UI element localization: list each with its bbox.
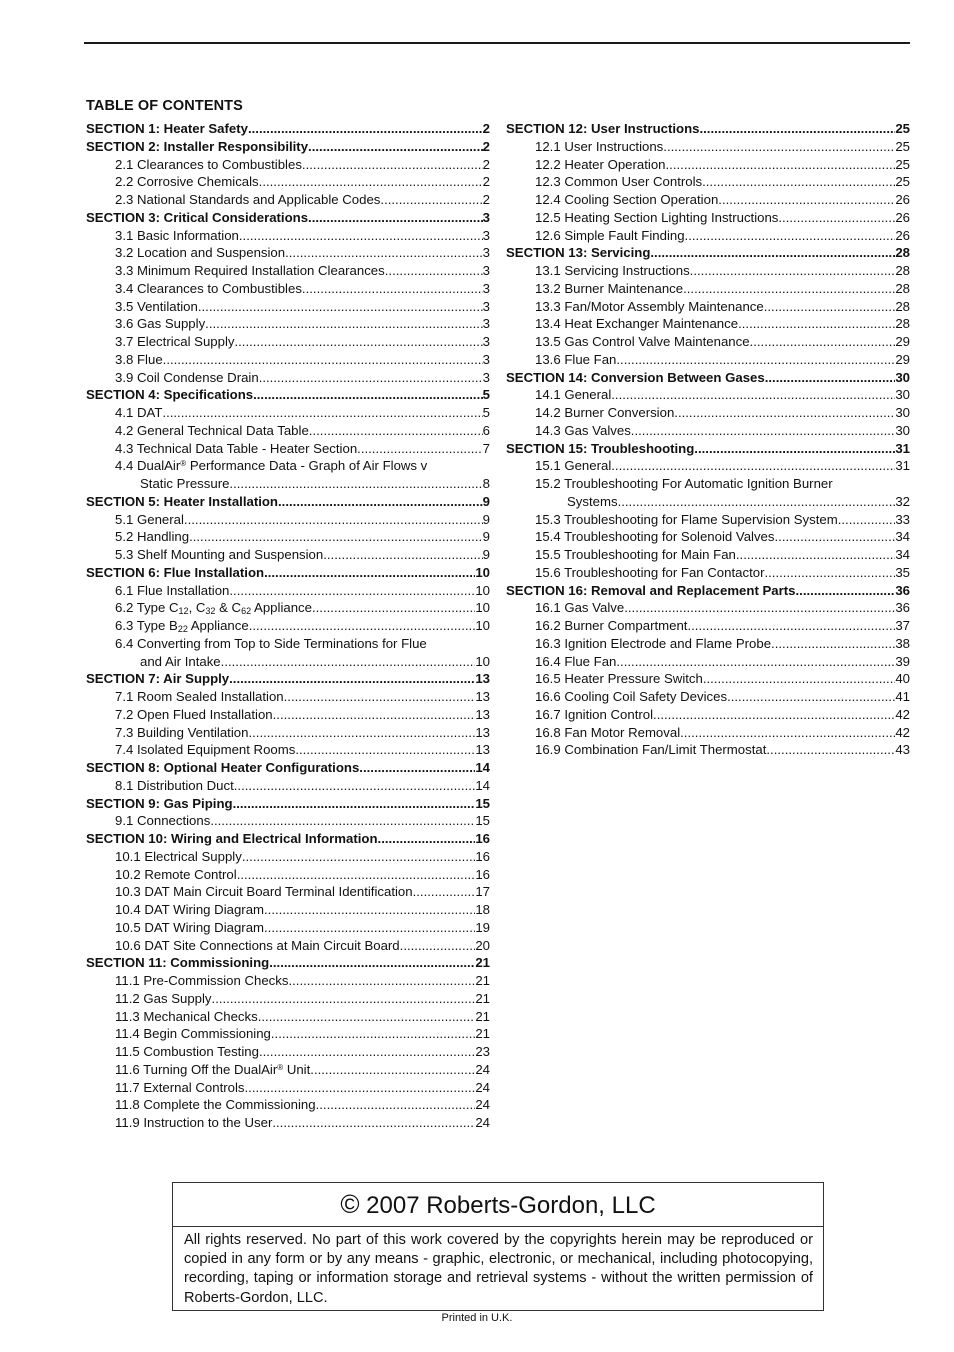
toc-entry-14-3[interactable]: 14.3 Gas Valves ..... 30 [506, 422, 910, 440]
toc-entry-15-4[interactable]: 15.4 Troubleshooting for Solenoid Valves ..... 34 [506, 528, 910, 546]
toc-entry-8-1[interactable]: 8.1 Distribution Duct ..... 14 [86, 777, 490, 795]
toc-section-3[interactable]: SECTION 3: Critical Considerations ..... 3 [86, 209, 490, 227]
toc-entry-13-5[interactable]: 13.5 Gas Control Valve Maintenance ..... 29 [506, 333, 910, 351]
toc-section-6[interactable]: SECTION 6: Flue Installation ..... 10 [86, 564, 490, 582]
toc-entry-3-6[interactable]: 3.6 Gas Supply ..... 3 [86, 315, 490, 333]
toc-entry-3-5[interactable]: 3.5 Ventilation ..... 3 [86, 298, 490, 316]
toc-section-10[interactable]: SECTION 10: Wiring and Electrical Information ..... 16 [86, 830, 490, 848]
toc-entry-10-5[interactable]: 10.5 DAT Wiring Diagram ..... 19 [86, 919, 490, 937]
toc-entry-4-4-cont[interactable]: Static Pressure ..... 8 [86, 475, 490, 493]
toc-entry-13-1[interactable]: 13.1 Servicing Instructions ..... 28 [506, 262, 910, 280]
toc-entry-7-4[interactable]: 7.4 Isolated Equipment Rooms ..... 13 [86, 741, 490, 759]
toc-entry-6-1[interactable]: 6.1 Flue Installation ..... 10 [86, 582, 490, 600]
toc-entry-3-7[interactable]: 3.7 Electrical Supply ..... 3 [86, 333, 490, 351]
toc-entry-15-1[interactable]: 15.1 General ..... 31 [506, 457, 910, 475]
toc-entry-15-6[interactable]: 15.6 Troubleshooting for Fan Contactor ..... 35 [506, 564, 910, 582]
toc-entry-7-3[interactable]: 7.3 Building Ventilation ..... 13 [86, 724, 490, 742]
toc-entry-3-9[interactable]: 3.9 Coil Condense Drain ..... 3 [86, 369, 490, 387]
toc-entry-11-4[interactable]: 11.4 Begin Commissioning ..... 21 [86, 1025, 490, 1043]
toc-entry-12-2[interactable]: 12.2 Heater Operation ..... 25 [506, 156, 910, 174]
toc-section-11[interactable]: SECTION 11: Commissioning ..... 21 [86, 954, 490, 972]
toc-entry-16-5[interactable]: 16.5 Heater Pressure Switch ..... 40 [506, 670, 910, 688]
toc-title: TABLE OF CONTENTS [86, 98, 243, 114]
copyright-box [172, 1182, 824, 1311]
copyright-company: Roberts-Gordon, LLC [426, 1192, 656, 1219]
toc-section-15[interactable]: SECTION 15: Troubleshooting ..... 31 [506, 440, 910, 458]
toc-entry-16-7[interactable]: 16.7 Ignition Control ..... 42 [506, 706, 910, 724]
toc-entry-13-3[interactable]: 13.3 Fan/Motor Assembly Maintenance ..... 28 [506, 298, 910, 316]
toc-entry-15-2[interactable]: 15.2 Troubleshooting For Automatic Ignition Burner [535, 476, 833, 491]
toc-section-4[interactable]: SECTION 4: Specifications ..... 5 [86, 386, 490, 404]
toc-entry-11-2[interactable]: 11.2 Gas Supply ..... 21 [86, 990, 490, 1008]
toc-entry-10-1[interactable]: 10.1 Electrical Supply ..... 16 [86, 848, 490, 866]
toc-entry-14-2[interactable]: 14.2 Burner Conversion ..... 30 [506, 404, 910, 422]
toc-column-right [506, 120, 910, 759]
toc-entry-16-8[interactable]: 16.8 Fan Motor Removal ..... 42 [506, 724, 910, 742]
toc-entry-4-3[interactable]: 4.3 Technical Data Table - Heater Section ..... 7 [86, 440, 490, 458]
top-rule [84, 42, 910, 44]
toc-entry-6-4[interactable]: 6.4 Converting from Top to Side Terminations for Flue [115, 635, 427, 651]
toc-entry-2-3[interactable]: 2.3 National Standards and Applicable Codes ..... 2 [86, 191, 490, 209]
toc-entry-3-8[interactable]: 3.8 Flue ..... 3 [86, 351, 490, 369]
toc-section-13[interactable]: SECTION 13: Servicing ..... 28 [506, 244, 910, 262]
toc-section-2[interactable]: SECTION 2: Installer Responsibility ..... 2 [86, 138, 490, 156]
toc-entry-14-1[interactable]: 14.1 General ..... 30 [506, 386, 910, 404]
toc-entry-11-3[interactable]: 11.3 Mechanical Checks ..... 21 [86, 1008, 490, 1026]
toc-entry-16-9[interactable]: 16.9 Combination Fan/Limit Thermostat ..... 43 [506, 741, 910, 759]
copyright-heading [173, 1183, 823, 1227]
toc-entry-15-2-cont[interactable]: Systems ..... 32 [506, 493, 910, 511]
toc-entry-12-5[interactable]: 12.5 Heating Section Lighting Instructions ..... 26 [506, 209, 910, 227]
copyright-year: 2007 [359, 1192, 427, 1219]
toc-section-8[interactable]: SECTION 8: Optional Heater Configurations ..... 14 [86, 759, 490, 777]
toc-entry-10-6[interactable]: 10.6 DAT Site Connections at Main Circuit Board ..... 20 [86, 937, 490, 955]
toc-entry-2-2[interactable]: 2.2 Corrosive Chemicals ..... 2 [86, 173, 490, 191]
toc-entry-4-4[interactable]: 4.4 DualAir® Performance Data - Graph of Air Flows v [115, 458, 428, 474]
toc-section-16[interactable]: SECTION 16: Removal and Replacement Parts ..... 36 [506, 582, 910, 600]
toc-entry-15-3[interactable]: 15.3 Troubleshooting for Flame Supervision System ..... 33 [506, 511, 910, 529]
toc-entry-12-1[interactable]: 12.1 User Instructions ..... 25 [506, 138, 910, 156]
toc-entry-6-3[interactable]: 6.3 Type $B_{22}$ Appliance ..... 10 [86, 617, 490, 635]
toc-section-5[interactable]: SECTION 5: Heater Installation ..... 9 [86, 493, 490, 511]
toc-entry-12-3[interactable]: 12.3 Common User Controls ..... 25 [506, 173, 910, 191]
toc-entry-5-2[interactable]: 5.2 Handling ..... 9 [86, 528, 490, 546]
toc-entry-4-2[interactable]: 4.2 General Technical Data Table ..... 6 [86, 422, 490, 440]
toc-entry-7-1[interactable]: 7.1 Room Sealed Installation ..... 13 [86, 688, 490, 706]
toc-entry-3-3[interactable]: 3.3 Minimum Required Installation Clearances ..... 3 [86, 262, 490, 280]
toc-entry-13-6[interactable]: 13.6 Flue Fan ..... 29 [506, 351, 910, 369]
toc-entry-11-6[interactable]: 11.6 Turning Off the DualAir® Unit ..... 24 [86, 1061, 490, 1079]
toc-section-7[interactable]: SECTION 7: Air Supply ..... 13 [86, 670, 490, 688]
toc-entry-4-1[interactable]: 4.1 DAT ..... 5 [86, 404, 490, 422]
toc-entry-2-1[interactable]: 2.1 Clearances to Combustibles ..... 2 [86, 156, 490, 174]
toc-entry-6-4-cont[interactable]: and Air Intake ..... 10 [86, 653, 490, 671]
toc-section-1[interactable]: SECTION 1: Heater Safety ..... 2 [86, 120, 490, 138]
printed-note: Printed in U.K. [441, 1312, 513, 1324]
toc-section-12[interactable]: SECTION 12: User Instructions ..... 25 [506, 120, 910, 138]
toc-entry-3-4[interactable]: 3.4 Clearances to Combustibles ..... 3 [86, 280, 490, 298]
toc-entry-6-2[interactable]: 6.2 Type $C_{12}$, $C_{32}$ & $C_{62}$ Appliance ..... 10 [86, 599, 490, 617]
toc-entry-5-1[interactable]: 5.1 General ..... 9 [86, 511, 490, 529]
toc-entry-9-1[interactable]: 9.1 Connections ..... 15 [86, 812, 490, 830]
toc-entry-10-4[interactable]: 10.4 DAT Wiring Diagram ..... 18 [86, 901, 490, 919]
toc-entry-7-2[interactable]: 7.2 Open Flued Installation ..... 13 [86, 706, 490, 724]
toc-entry-11-5[interactable]: 11.5 Combustion Testing ..... 23 [86, 1043, 490, 1061]
toc-entry-11-8[interactable]: 11.8 Complete the Commissioning ..... 24 [86, 1096, 490, 1114]
toc-entry-15-5[interactable]: 15.5 Troubleshooting for Main Fan ..... 34 [506, 546, 910, 564]
toc-entry-16-3[interactable]: 16.3 Ignition Electrode and Flame Probe. ..... 38 [506, 635, 910, 653]
toc-entry-13-2[interactable]: 13.2 Burner Maintenance ..... 28 [506, 280, 910, 298]
toc-entry-10-2[interactable]: 10.2 Remote Control ..... 16 [86, 866, 490, 884]
toc-entry-3-1[interactable]: 3.1 Basic Information ..... 3 [86, 227, 490, 245]
toc-section-14[interactable]: SECTION 14: Conversion Between Gases ..... 30 [506, 369, 910, 387]
toc-entry-16-4[interactable]: 16.4 Flue Fan ..... 39 [506, 653, 910, 671]
toc-entry-16-1[interactable]: 16.1 Gas Valve ..... 36 [506, 599, 910, 617]
toc-entry-16-2[interactable]: 16.2 Burner Compartment ..... 37 [506, 617, 910, 635]
toc-entry-3-2[interactable]: 3.2 Location and Suspension ..... 3 [86, 244, 490, 262]
toc-entry-11-9[interactable]: 11.9 Instruction to the User ..... 24 [86, 1114, 490, 1132]
toc-entry-12-4[interactable]: 12.4 Cooling Section Operation ..... 26 [506, 191, 910, 209]
toc-entry-11-7[interactable]: 11.7 External Controls ..... 24 [86, 1079, 490, 1097]
toc-entry-10-3[interactable]: 10.3 DAT Main Circuit Board Terminal Identification ..... 17 [86, 883, 490, 901]
toc-section-9[interactable]: SECTION 9: Gas Piping ..... 15 [86, 795, 490, 813]
toc-entry-5-3[interactable]: 5.3 Shelf Mounting and Suspension ..... 9 [86, 546, 490, 564]
toc-entry-11-1[interactable]: 11.1 Pre-Commission Checks ..... 21 [86, 972, 490, 990]
toc-entry-12-6[interactable]: 12.6 Simple Fault Finding ..... 26 [506, 227, 910, 245]
copyright-notice: All rights reserved. No part of this work covered by the copyrights herein may be reproduced or copied in any form or by any means - graphic, electronic, or mechanical, including photocopying, recording, taping or information storage and retrieval systems - without the written permission of Roberts-Gordon, LLC. [184, 1232, 813, 1306]
toc-entry-13-4[interactable]: 13.4 Heat Exchanger Maintenance ..... 28 [506, 315, 910, 333]
toc-column-left [86, 120, 490, 1132]
toc-entry-16-6[interactable]: 16.6 Cooling Coil Safety Devices ..... 41 [506, 688, 910, 706]
copyright-symbol: © [340, 1189, 360, 1219]
